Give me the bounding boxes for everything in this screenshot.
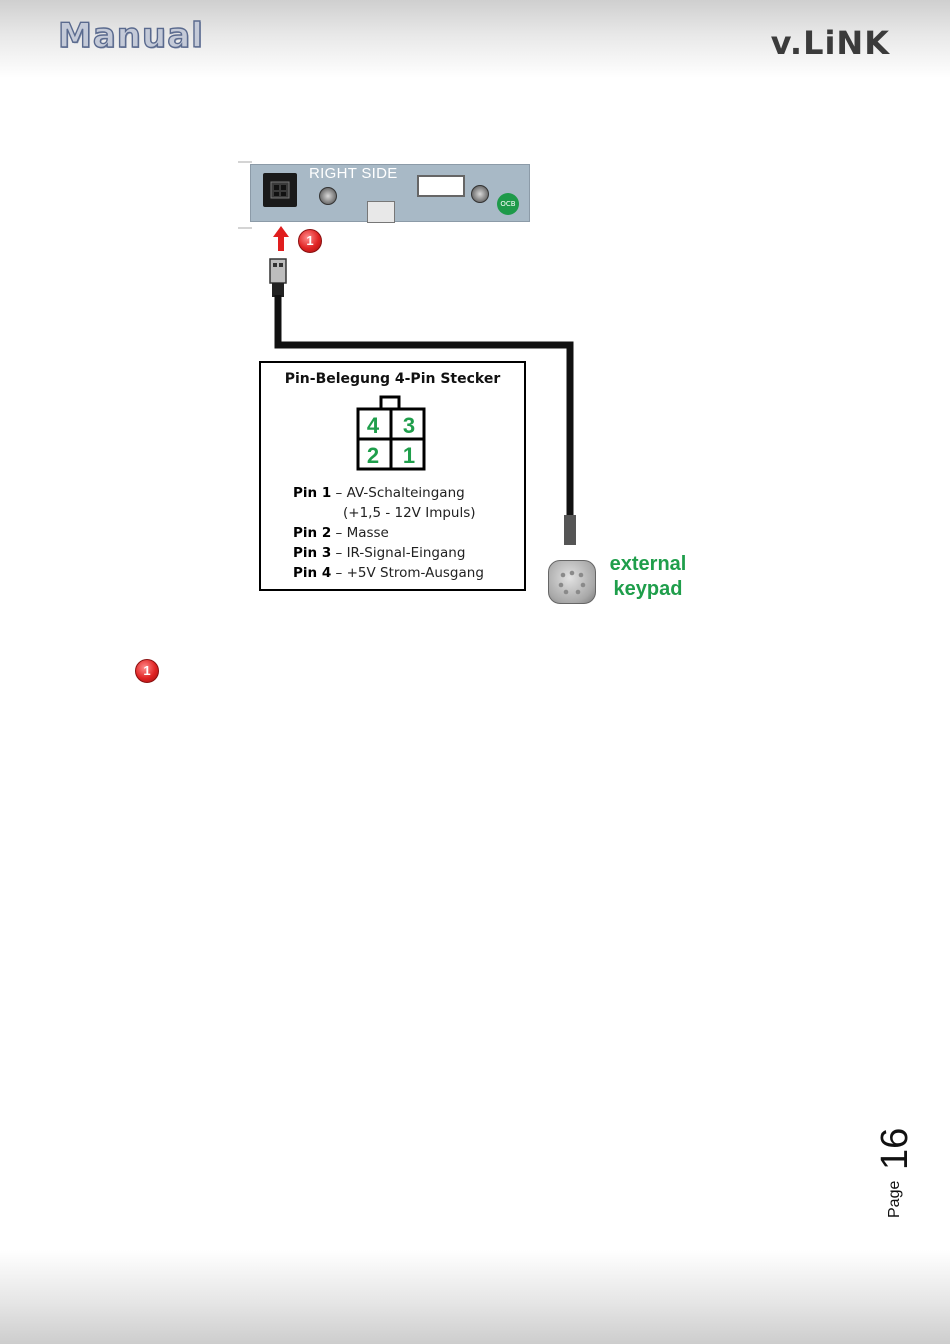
pin-cell-3: 3 (402, 413, 416, 438)
pin-row (293, 523, 484, 543)
pin-label: Pin 2 (293, 525, 332, 541)
pin-desc: – IR-Signal-Eingang (335, 545, 466, 561)
screw-icon (471, 185, 489, 203)
pin-label: Pin 3 (293, 545, 332, 561)
pin-label: Pin 1 (293, 485, 332, 501)
page-word: Page (886, 1180, 903, 1218)
connector-pinout-diagram (355, 395, 427, 473)
pin-assignment-title: Pin-Belegung 4-Pin Stecker (284, 371, 501, 387)
panel-edge-ticks (238, 160, 258, 232)
pin-row (293, 483, 484, 503)
keypad-label-line1: external (609, 553, 687, 575)
keypad-label-line2: keypad (613, 578, 683, 600)
pin-desc: – Masse (335, 525, 389, 541)
right-side-label: RIGHT SIDE (309, 165, 398, 182)
port-socket-icon (263, 173, 297, 207)
pin-cell-4: 4 (366, 413, 380, 438)
manual-logo: Manual (58, 16, 204, 56)
pin-cell-1: 1 (402, 443, 416, 468)
pin-desc: (+1,5 - 12V Impuls) (343, 505, 476, 521)
four-pin-port (263, 173, 297, 207)
pin-label: Pin 4 (293, 565, 332, 581)
pin-row (293, 503, 484, 523)
page-number: 16 (874, 1127, 916, 1170)
screw-icon (319, 187, 337, 205)
display-window (417, 175, 465, 197)
pin-assignment-box (259, 361, 526, 591)
pin-list (293, 483, 484, 583)
dip-switch-icon (367, 201, 395, 223)
callout-badge: 1 (298, 229, 322, 253)
pin-row (293, 563, 484, 583)
green-led-icon: OCB (497, 193, 519, 215)
device-right-side-panel (250, 164, 530, 222)
vlink-logo: v.LiNK (770, 24, 890, 62)
external-keypad-label (600, 552, 696, 602)
keypad-buttons-icon (549, 561, 595, 603)
pin-desc: – AV-Schalteingang (335, 485, 465, 501)
footer-band (0, 1250, 950, 1344)
pin-row (293, 543, 484, 563)
pin-cell-2: 2 (366, 443, 380, 468)
pin-desc: – +5V Strom-Ausgang (335, 565, 484, 581)
arrow-up-icon (272, 226, 290, 252)
callout-badge-legend: 1 (135, 659, 159, 683)
external-keypad-icon (548, 560, 596, 604)
